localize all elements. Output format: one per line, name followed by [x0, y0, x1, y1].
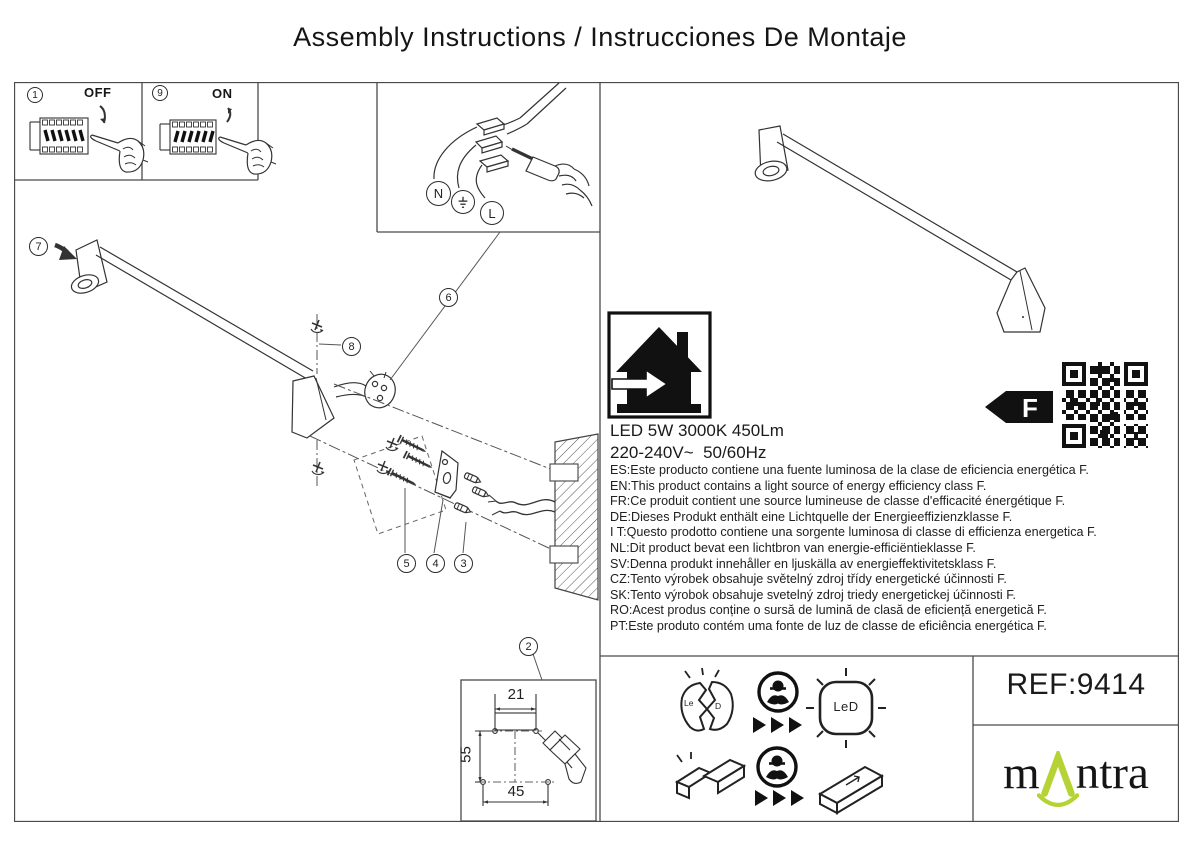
broken-led-text-right: D: [715, 701, 722, 711]
lang-line: DE:Dieses Produkt enthält eine Lichtquelle der Energieeffizienzklasse F.: [610, 509, 1013, 524]
callout-7: 7: [29, 237, 48, 256]
wiring-illustration: [434, 83, 592, 206]
power-spec: 220-240V~ 50/60Hz: [610, 443, 767, 462]
step-badge-on: 9: [152, 85, 168, 101]
energy-class-letter: F: [1022, 393, 1038, 423]
dim-top: 21: [507, 686, 525, 703]
live-terminal-label: L: [480, 201, 504, 225]
led-badge-text: LeD: [833, 699, 859, 714]
dim-height: 55: [457, 746, 475, 763]
lang-line: PT:Este produto contém uma fonte de luz de classe de eficiência energética F.: [610, 618, 1047, 633]
callout-2: 2: [519, 637, 538, 656]
driver-icon: [820, 767, 882, 813]
lamp-spec: LED 5W 3000K 450Lm: [610, 421, 784, 440]
callout-8: 8: [342, 337, 361, 356]
callout-4: 4: [426, 554, 445, 573]
off-label: OFF: [84, 85, 112, 100]
reference-number: REF:9414: [1006, 668, 1146, 701]
breaker-off-illustration: [30, 106, 106, 154]
lang-line: SV:Denna produkt innehåller en ljuskälla av energieffektivitetsklass F.: [610, 556, 997, 571]
lang-line: SK:Tento výrobok obsahuje svetelný zdroj triedy energetickej účinnosti F.: [610, 587, 1017, 602]
earth-terminal-label: [451, 190, 475, 214]
indoor-use-icon: [609, 313, 710, 417]
lang-line: ES:Este producto contiene una fuente luminosa de la clase de eficiencia energética F.: [610, 463, 1089, 477]
wall-section: [488, 434, 598, 600]
lang-line: I T:Questo prodotto contiene una sorgente luminosa di classe di efficienza energetica F.: [610, 525, 1097, 540]
drawing-area: [14, 82, 1179, 822]
earth-icon: [456, 195, 470, 209]
neutral-terminal-label: N: [426, 181, 451, 206]
product-illustration: [753, 126, 1045, 332]
page-title: Assembly Instructions / Instrucciones De Montaje: [293, 22, 907, 52]
lang-line: RO:Acest produs conține o sursă de lumină de clasă de eficiență energetică F.: [610, 603, 1047, 618]
drill-icon: [538, 731, 586, 783]
callout-6: 6: [439, 288, 458, 307]
lang-line: FR:Ce produit contient une source lumineuse de classe d'efficacité énergétique F.: [610, 494, 1066, 509]
lang-line: EN:This product contains a light source of energy efficiency class F.: [610, 478, 987, 493]
step-badge-off: 1: [27, 87, 43, 103]
callout-3: 3: [454, 554, 473, 573]
brand-caret-icon: [1037, 751, 1079, 813]
dim-bottom: 45: [507, 783, 525, 800]
breaker-on-illustration: [160, 108, 232, 154]
callout-5: 5: [397, 554, 416, 573]
line-art: [14, 82, 1179, 822]
brand-logo-rest: ntra: [1075, 747, 1149, 799]
on-label: ON: [212, 86, 233, 101]
lang-line: CZ:Tento výrobek obsahuje světelný zdroj třídy energetické účinnosti F.: [610, 572, 1007, 587]
broken-led-text-left: Le: [684, 698, 694, 708]
brand-logo: [973, 727, 1179, 819]
broken-driver-icon: [677, 752, 744, 798]
lang-line: NL:Dit product bevat een lichtbron van energie-efficiëntieklasse F.: [610, 540, 976, 555]
energy-class-statements: [610, 463, 1097, 635]
qr-code: [1058, 358, 1152, 452]
brand-logo-m: m: [1003, 747, 1040, 799]
bracket-illustration: [435, 451, 458, 498]
